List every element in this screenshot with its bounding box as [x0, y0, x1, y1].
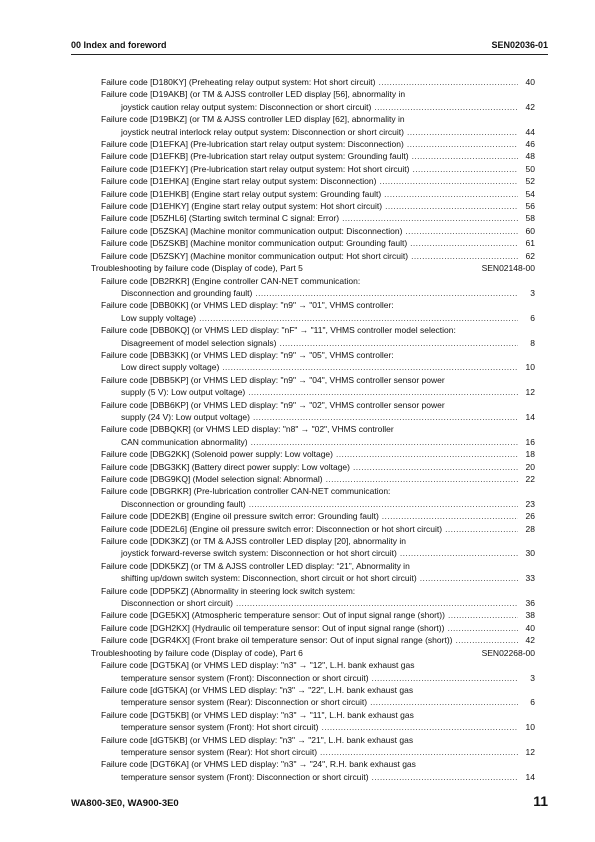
- entry-page-number: 61: [525, 238, 535, 249]
- dot-leader: [372, 672, 518, 684]
- dot-leader: [279, 337, 518, 349]
- entry-title-line2: Disconnection and grounding fault): [121, 287, 253, 298]
- entry-page-number: 62: [525, 250, 535, 261]
- dot-leader: [412, 163, 518, 175]
- entry-page-number: 22: [525, 474, 535, 484]
- dot-leader: [374, 101, 518, 113]
- entry-page-number: 20: [525, 461, 535, 472]
- section-title: Troubleshooting by failure code (Display of code), Part 6: [91, 647, 303, 658]
- dot-leader: [456, 634, 519, 646]
- section-title: Troubleshooting by failure code (Display of code), Part 5: [91, 263, 303, 274]
- entry-page-number: 10: [525, 362, 535, 373]
- dot-leader: [410, 237, 518, 249]
- entry-page-number: 48: [525, 151, 535, 162]
- entry-title-line1: Failure code [DGT5KA] (or VHMS LED display: "n3" → "12", L.H. bank exhaust gas: [101, 660, 415, 671]
- dot-leader: [342, 212, 518, 224]
- entry-title: Failure code [D5ZSKY] (Machine monitor communication output: Hot short circuit): [101, 250, 409, 261]
- entry-title: Failure code [D1EFKB] (Pre-lubrication start relay output system: Grounding fault): [101, 151, 409, 162]
- header-document-code: SEN02036-01: [491, 40, 548, 50]
- toc-entry: [91, 423, 535, 448]
- dot-leader: [405, 225, 518, 237]
- entry-page-number: 42: [525, 635, 535, 646]
- dot-leader: [320, 746, 518, 758]
- entry-page-number: 3: [530, 672, 535, 683]
- toc-entry: [91, 535, 535, 560]
- dot-leader: [447, 622, 518, 634]
- entry-title: Failure code [D5ZSKB] (Machine monitor communication output: Grounding fault): [101, 238, 408, 249]
- dot-leader: [445, 523, 518, 535]
- toc-entry: [91, 758, 535, 783]
- entry-title: Failure code [DBG9KQ] (Model selection signal: Abnormal): [101, 474, 323, 484]
- entry-title-line2: joystick forward-reverse switch system: Disconnection or hot short circuit): [121, 548, 397, 559]
- toc-entry: [91, 237, 535, 249]
- toc-entry: [91, 609, 535, 621]
- entry-page-number: 50: [525, 163, 535, 174]
- entry-title-line1: Failure code [DDP5KZ] (Abnormality in steering lock switch system:: [101, 585, 356, 596]
- toc-entry: [91, 473, 535, 485]
- toc-section-heading: [91, 647, 535, 659]
- entry-title: Failure code [D180KY] (Preheating relay output system: Hot short circuit): [101, 77, 376, 87]
- dot-leader: [372, 771, 518, 783]
- entry-title: Failure code [DBG3KK] (Battery direct power supply: Low voltage): [101, 461, 350, 472]
- entry-title: Failure code [D1EHKB] (Engine start relay output system: Grounding fault): [101, 188, 382, 199]
- entry-title-line2: Low supply voltage): [121, 312, 197, 323]
- entry-page-number: 46: [525, 139, 535, 150]
- entry-title-line1: Failure code [DB2RKR] (Engine controller CAN-NET communication:: [101, 275, 361, 286]
- toc-entry: [91, 485, 535, 510]
- entry-title-line1: Failure code [DBB5KP] (or VHMS LED display: "n9" → "04", VHMS controller sensor power: [101, 374, 445, 385]
- dot-leader: [326, 473, 518, 485]
- toc-entry: [91, 175, 535, 187]
- entry-title: Failure code [DBG2KK] (Solenoid power supply: Low voltage): [101, 449, 333, 460]
- dot-leader: [199, 312, 518, 324]
- entry-title-line1: Failure code [D19AKB] (or TM & AJSS controller LED display [56], abnormality in: [101, 89, 406, 100]
- toc-entry: [91, 225, 535, 237]
- entry-page-number: 30: [525, 548, 535, 559]
- entry-page-number: 36: [525, 598, 535, 609]
- header-section-title: 00 Index and foreword: [71, 40, 167, 50]
- entry-title-line1: Failure code [DBB6KP] (or VHMS LED display: "n9" → "02", VHMS controller sensor power: [101, 399, 445, 410]
- header-divider: [71, 54, 548, 55]
- entry-title-line2: Low direct supply voltage): [121, 362, 220, 373]
- entry-page-number: 14: [525, 411, 535, 422]
- entry-title: Failure code [DGR4KX] (Front brake oil temperature sensor: Out of input signal range (short)): [101, 635, 453, 646]
- entry-title-line2: supply (24 V): Low output voltage): [121, 411, 250, 422]
- entry-title-line2: Disconnection or grounding fault): [121, 498, 246, 509]
- dot-leader: [321, 721, 518, 733]
- entry-page-number: 3: [530, 287, 535, 298]
- toc-entry: [91, 461, 535, 473]
- dot-leader: [379, 175, 518, 187]
- entry-title: Failure code [D1EHKA] (Engine start relay output system: Disconnection): [101, 176, 377, 187]
- dot-leader: [248, 386, 518, 398]
- toc-entry: [91, 560, 535, 585]
- toc-entry: [91, 275, 535, 300]
- toc-entry: [91, 299, 535, 324]
- dot-leader: [255, 287, 518, 299]
- toc-entry: [91, 659, 535, 684]
- table-of-contents: [91, 76, 535, 783]
- dot-leader: [378, 76, 518, 88]
- entry-page-number: 6: [530, 697, 535, 708]
- entry-page-number: 14: [525, 771, 535, 782]
- toc-entry: [91, 374, 535, 399]
- toc-entry: [91, 585, 535, 610]
- entry-title-line2: CAN communication abnormality): [121, 436, 248, 447]
- dot-leader: [336, 448, 518, 460]
- entry-title: Failure code [DGH2KX] (Hydraulic oil temperature sensor: Out of input signal range (short)): [101, 622, 445, 633]
- dot-leader: [249, 498, 518, 510]
- entry-title-line1: Failure code [dGT5KB] (or VHMS LED display: "n3" → "21", L.H. bank exhaust gas: [101, 734, 414, 745]
- entry-title: Failure code [D5ZSKA] (Machine monitor communication output: Disconnection): [101, 225, 403, 236]
- entry-title-line2: temperature sensor system (Front): Disconnection or short circuit): [121, 771, 369, 782]
- dot-leader: [353, 461, 518, 473]
- dot-leader: [222, 361, 518, 373]
- section-code: SEN02148-00: [481, 263, 535, 274]
- entry-page-number: 56: [525, 201, 535, 212]
- entry-page-number: 54: [525, 188, 535, 199]
- toc-entry: [91, 150, 535, 162]
- toc-section-heading: [91, 262, 535, 274]
- entry-title-line2: temperature sensor system (Front): Disconnection or short circuit): [121, 672, 369, 683]
- dot-leader: [407, 126, 518, 138]
- toc-entry: [91, 250, 535, 262]
- entry-title: Failure code [DGE5KX] (Atmospheric temperature sensor: Out of input signal range (short)): [101, 610, 445, 621]
- dot-leader: [420, 572, 518, 584]
- entry-title-line2: Disconnection or short circuit): [121, 598, 233, 609]
- entry-title-line2: joystick neutral interlock relay output system: Disconnection or short circuit): [121, 126, 404, 137]
- entry-title-line1: Failure code [DBB0KK] (or VHMS LED display: "n9" → "01", VHMS controller:: [101, 300, 394, 311]
- entry-title-line1: Failure code [DDK3KZ] (or TM & AJSS controller LED display [20], abnormality in: [101, 536, 407, 547]
- entry-title-line1: Failure code [DGT5KB] (or VHMS LED display: "n3" → "11", L.H. bank exhaust gas: [101, 709, 414, 720]
- page-header: [71, 40, 548, 50]
- entry-title-line1: Failure code [DDK5KZ] (or TM & AJSS controller LED display: “21”, Abnormality in: [101, 560, 410, 571]
- entry-title-line2: supply (5 V): Low output voltage): [121, 387, 246, 398]
- dot-leader: [384, 188, 518, 200]
- entry-page-number: 28: [525, 523, 535, 534]
- toc-entry: [91, 324, 535, 349]
- dot-leader: [407, 138, 518, 150]
- toc-entry: [91, 138, 535, 150]
- toc-entry: [91, 163, 535, 175]
- entry-page-number: 58: [525, 213, 535, 224]
- entry-title: Failure code [D5ZHL6] (Starting switch terminal C signal: Error): [101, 213, 340, 224]
- entry-page-number: 6: [530, 312, 535, 323]
- entry-title-line1: Failure code [DBBQKR] (or VHMS LED display: "n8" → "02", VHMS controller: [101, 424, 394, 435]
- toc-entry: [91, 188, 535, 200]
- entry-page-number: 8: [530, 337, 535, 348]
- entry-page-number: 16: [525, 436, 535, 447]
- entry-title: Failure code [DDE2L6] (Engine oil pressure switch error: Disconnection or hot short circuit): [101, 523, 443, 534]
- toc-entry: [91, 634, 535, 646]
- toc-entry: [91, 448, 535, 460]
- footer-page-number: 11: [533, 793, 548, 809]
- entry-page-number: 60: [525, 225, 535, 236]
- entry-page-number: 10: [525, 722, 535, 733]
- dot-leader: [370, 696, 518, 708]
- dot-leader: [448, 609, 518, 621]
- toc-entry: [91, 212, 535, 224]
- toc-entry: [91, 200, 535, 212]
- dot-leader: [253, 411, 518, 423]
- entry-title-line2: temperature sensor system (Rear): Disconnection or short circuit): [121, 697, 368, 708]
- dot-leader: [411, 250, 518, 262]
- entry-page-number: 40: [525, 622, 535, 633]
- dot-leader: [400, 547, 518, 559]
- entry-title-line1: Failure code [D19BKZ] (or TM & AJSS controller LED display [62], abnormality in: [101, 114, 405, 125]
- toc-entry: [91, 349, 535, 374]
- entry-page-number: 12: [525, 746, 535, 757]
- entry-title: Failure code [D1EFKA] (Pre-lubrication start relay output system: Disconnection): [101, 139, 404, 150]
- toc-entry: [91, 88, 535, 113]
- entry-title-line1: Failure code [DBB3KK] (or VHMS LED display: "n9" → "05", VHMS controller:: [101, 349, 394, 360]
- entry-title-line2: temperature sensor system (Front): Hot short circuit): [121, 722, 319, 733]
- dot-leader: [382, 510, 518, 522]
- section-code: SEN02268-00: [481, 647, 535, 658]
- toc-entry: [91, 523, 535, 535]
- toc-entry: [91, 399, 535, 424]
- entry-page-number: 52: [525, 176, 535, 187]
- entry-title: Failure code [DDE2KB] (Engine oil pressure switch error: Grounding fault): [101, 511, 379, 522]
- entry-title-line1: Failure code [DGT6KA] (or VHMS LED display: "n3" → "24", R.H. bank exhaust gas: [101, 759, 416, 770]
- entry-page-number: 33: [525, 573, 535, 584]
- toc-entry: [91, 113, 535, 138]
- toc-entry: [91, 734, 535, 759]
- entry-page-number: 26: [525, 511, 535, 522]
- entry-title-line2: joystick caution relay output system: Disconnection or short circuit): [121, 101, 372, 112]
- toc-entry: [91, 709, 535, 734]
- entry-title-line1: Failure code [DBGRKR] (Pre-lubrication controller CAN-NET communication:: [101, 486, 391, 497]
- entry-title: Failure code [D1EFKY] (Pre-lubrication start relay output system: Hot short circuit): [101, 163, 410, 174]
- footer-model: WA800-3E0, WA900-3E0: [71, 798, 179, 809]
- toc-entry: [91, 76, 535, 88]
- entry-page-number: 42: [525, 101, 535, 112]
- dot-leader: [385, 200, 518, 212]
- entry-page-number: 12: [525, 387, 535, 398]
- dot-leader: [236, 597, 518, 609]
- entry-page-number: 40: [525, 77, 535, 87]
- entry-page-number: 18: [525, 449, 535, 460]
- entry-title-line2: shifting up/down switch system: Disconnection, short circuit or hot short circuit): [121, 573, 417, 584]
- entry-page-number: 38: [525, 610, 535, 621]
- toc-entry: [91, 684, 535, 709]
- entry-title-line2: temperature sensor system (Rear): Hot short circuit): [121, 746, 318, 757]
- entry-title-line2: Disagreement of model selection signals): [121, 337, 277, 348]
- entry-title-line1: Failure code [dGT5KA] (or VHMS LED display: "n3" → "22", L.H. bank exhaust gas: [101, 684, 414, 695]
- toc-entry: [91, 510, 535, 522]
- entry-title: Failure code [D1EHKY] (Engine start relay output system: Hot short circuit): [101, 201, 383, 212]
- entry-page-number: 23: [525, 498, 535, 509]
- toc-entry: [91, 622, 535, 634]
- entry-title-line1: Failure code [DBB0KQ] (or VHMS LED display: "nF" → "11", VHMS controller model selection:: [101, 325, 456, 336]
- page-footer: [71, 793, 548, 809]
- entry-page-number: 44: [525, 126, 535, 137]
- dot-leader: [251, 436, 518, 448]
- dot-leader: [412, 150, 518, 162]
